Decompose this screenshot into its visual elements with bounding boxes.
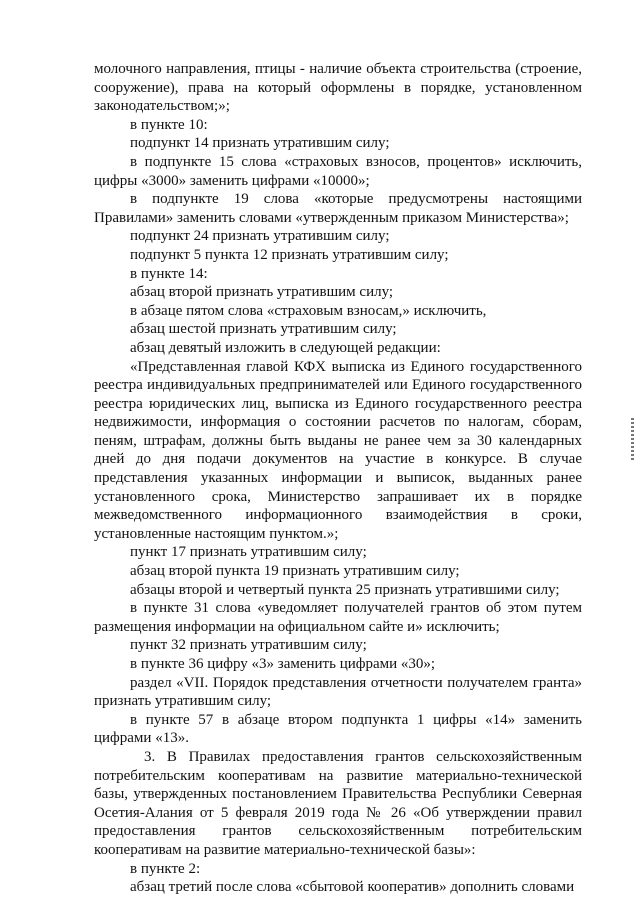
paragraph: в пункте 36 цифру «3» заменить цифрами «30»;	[130, 656, 436, 672]
paragraph: в пункте 2:	[130, 860, 201, 877]
paragraph: «Представленная главой КФХ выписка из Единого государственного реестра индивидуальных предпринимателей или Единого государственного реестра юридических лиц, выписка из Единого государственного реестра недвижимости, информация о состоянии расчетов по налогам, сборам, пеням, штрафам, должны быть выданы не ранее чем за 30 календарных дней до дня подачи документов на участие в конкурсе. В случае представления указанных информации и выписок, выданных ранее установленного срока, Министерство запрашивает их в порядке межведомственного информационного взаимодействия в сроки, установленные настоящим пунктом.»;	[94, 358, 582, 542]
paragraph: подпункт 24 признать утратившим силу;	[130, 228, 390, 245]
paragraph: молочного направления, птицы - наличие объекта строительства (строение, сооружение), права на который оформлены в порядке, установленном законодательством;»;	[94, 61, 582, 115]
scan-edge-mark	[631, 418, 634, 462]
paragraph: в пункте 31 слова «уведомляет получателей грантов об этом путем размещения информации на официальном сайте и» исключить;	[94, 600, 582, 635]
paragraph: в пункте 14:	[130, 265, 208, 282]
paragraph: раздел «VII. Порядок представления отчетности получателем гранта» признать утратившим силу;	[94, 674, 582, 710]
paragraph: пункт 17 признать утратившим силу;	[130, 544, 367, 561]
document-body	[94, 60, 582, 897]
paragraph: абзац шестой признать утратившим силу;	[130, 321, 397, 338]
paragraph: подпункт 5 пункта 12 признать утратившим силу;	[130, 246, 449, 263]
paragraph: в подпункте 19 слова «которые предусмотрены настоящими Правилами» заменить словами «утвержденным приказом Министерства»;	[94, 191, 582, 226]
paragraph: в пункте 10:	[130, 116, 208, 133]
paragraph: абзац второй признать утратившим силу;	[130, 284, 394, 301]
paragraph: абзац второй пункта 19 признать утратившим силу;	[130, 563, 460, 580]
paragraph: 3. В Правилах предоставления грантов сельскохозяйственным потребительским кооперативам на развитие материально-технической базы, утвержденных постановлением Правительства Республики Северная Осетия-Алания от 5 февраля 2019 года № 26 «Об утверждении правил предоставления грантов сельскохозяйственным потребительским кооперативам на развитие материально-технической базы»:	[94, 748, 582, 858]
paragraph: подпункт 14 признать утратившим силу;	[130, 135, 390, 152]
paragraph: в абзаце пятом слова «страховым взносам,» исключить,	[130, 302, 487, 319]
paragraph: абзац третий после слова «сбытовой кооператив» дополнить словами	[130, 879, 575, 896]
paragraph: пункт 32 признать утратившим силу;	[130, 637, 367, 654]
paragraph: в подпункте 15 слова «страховых взносов, процентов» исключить, цифры «3000» заменить цифрами «10000»;	[94, 153, 582, 189]
paragraph: абзацы второй и четвертый пункта 25 признать утратившими силу;	[130, 581, 560, 598]
paragraph: абзац девятый изложить в следующей редакции:	[130, 339, 441, 356]
paragraph: в пункте 57 в абзаце втором подпункта 1 цифры «14» заменить цифрами «13».	[94, 711, 582, 747]
